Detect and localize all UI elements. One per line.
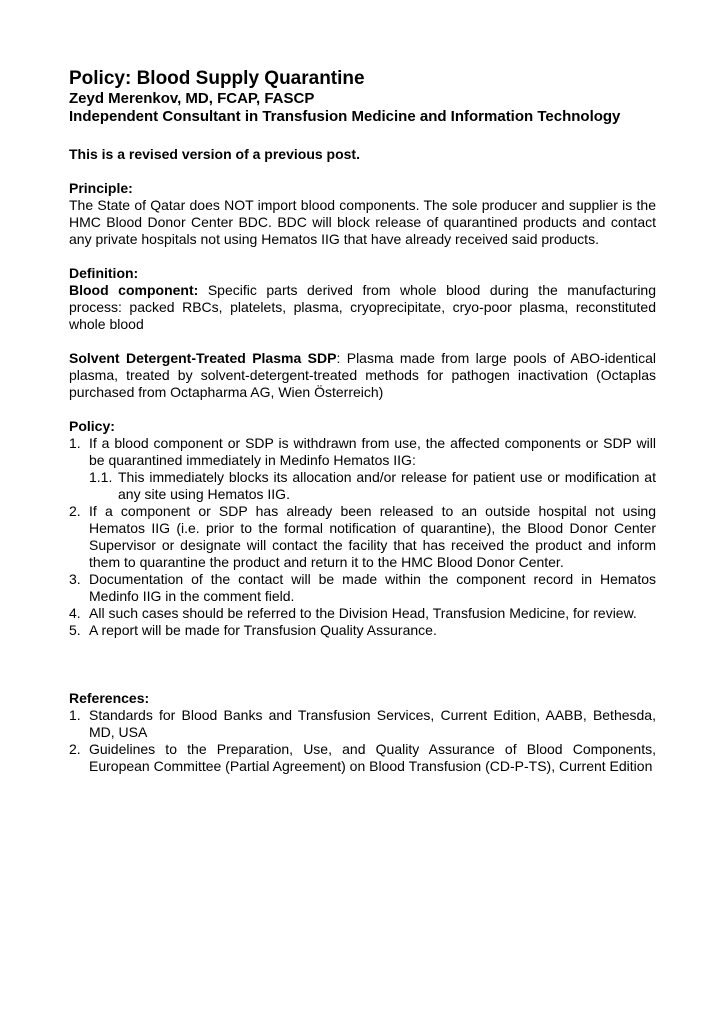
policy-item (69, 571, 656, 605)
reference-item (69, 707, 656, 741)
list-number: 4. (69, 605, 81, 621)
definition-sdp (69, 350, 656, 401)
definition-text: : Plasma made from large pools of ABO-identical plasma, treated by solvent-detergent-treated methods for pathogen inactivation (Octaplas purchased from Octapharma AG, Wien Österreich) (69, 350, 656, 400)
policy-sublist (89, 469, 656, 503)
references-section (69, 690, 656, 775)
definition-term: Solvent Detergent-Treated Plasma SDP (69, 350, 337, 366)
policy-item (69, 622, 656, 639)
policy-item (69, 503, 656, 571)
policy-item-text: All such cases should be referred to the Division Head, Transfusion Medicine, for review. (89, 605, 637, 621)
principle-section (69, 180, 656, 248)
list-number: 1. (69, 707, 81, 723)
list-number: 2. (69, 503, 81, 519)
list-number: 5. (69, 622, 81, 638)
policy-item-text: If a blood component or SDP is withdrawn from use, the affected components or SDP will be quarantined immediately in Medinfo Hematos IIG: (89, 435, 656, 468)
reference-item (69, 741, 656, 775)
affiliation-line: Independent Consultant in Transfusion Medicine and Information Technology (69, 108, 621, 125)
definition-text: Specific parts derived from whole blood during the manufacturing process: packed RBCs, platelets, plasma, cryoprecipitate, cryo-poor plasma, reconstituted whole blood (69, 282, 657, 332)
author-line: Zeyd Merenkov, MD, FCAP, FASCP (69, 90, 315, 107)
list-number: 3. (69, 571, 81, 587)
policy-list (69, 435, 656, 639)
document-page (69, 68, 656, 775)
definition-section (69, 265, 656, 401)
policy-subitem (89, 469, 656, 503)
policy-item (69, 435, 656, 503)
reference-text: Standards for Blood Banks and Transfusion Services, Current Edition, AABB, Bethesda, MD, USA (89, 707, 656, 740)
definition-term: Blood component: (69, 282, 199, 298)
policy-item (69, 605, 656, 622)
references-list (69, 707, 656, 775)
policy-item-text: If a component or SDP has already been released to an outside hospital not using Hematos IIG (i.e. prior to the formal notification of quarantine), the Blood Donor Center Supervisor or designate will contact the facility that has received the product and inform them to quarantine the product and return it to the HMC Blood Donor Center. (89, 503, 656, 570)
principle-text: The State of Qatar does NOT import blood components. The sole producer and supplier is the HMC Blood Donor Center BDC. BDC will block release of quarantined products and contact any private hospitals not using Hematos IIG that have already received said products. (69, 197, 656, 247)
list-number: 1. (69, 435, 81, 451)
policy-section (69, 418, 656, 639)
definition-heading: Definition: (69, 265, 139, 281)
policy-subitem-text: This immediately blocks its allocation and/or release for patient use or modification at any site using Hematos IIG. (118, 469, 656, 502)
policy-heading: Policy: (69, 418, 115, 434)
policy-item-text: A report will be made for Transfusion Quality Assurance. (89, 622, 437, 638)
list-number: 1.1. (89, 469, 113, 485)
list-number: 2. (69, 741, 81, 757)
policy-item-text: Documentation of the contact will be made within the component record in Hematos Medinfo IIG in the comment field. (89, 571, 656, 604)
definition-blood-component (69, 282, 656, 333)
references-heading: References: (69, 690, 150, 706)
principle-heading: Principle: (69, 180, 133, 196)
reference-text: Guidelines to the Preparation, Use, and Quality Assurance of Blood Components, European Committee (Partial Agreement) on Blood Transfusion (CD-P-TS), Current Edition (89, 741, 656, 774)
revision-note: This is a revised version of a previous post. (69, 146, 360, 162)
document-title: Policy: Blood Supply Quarantine (69, 68, 365, 89)
